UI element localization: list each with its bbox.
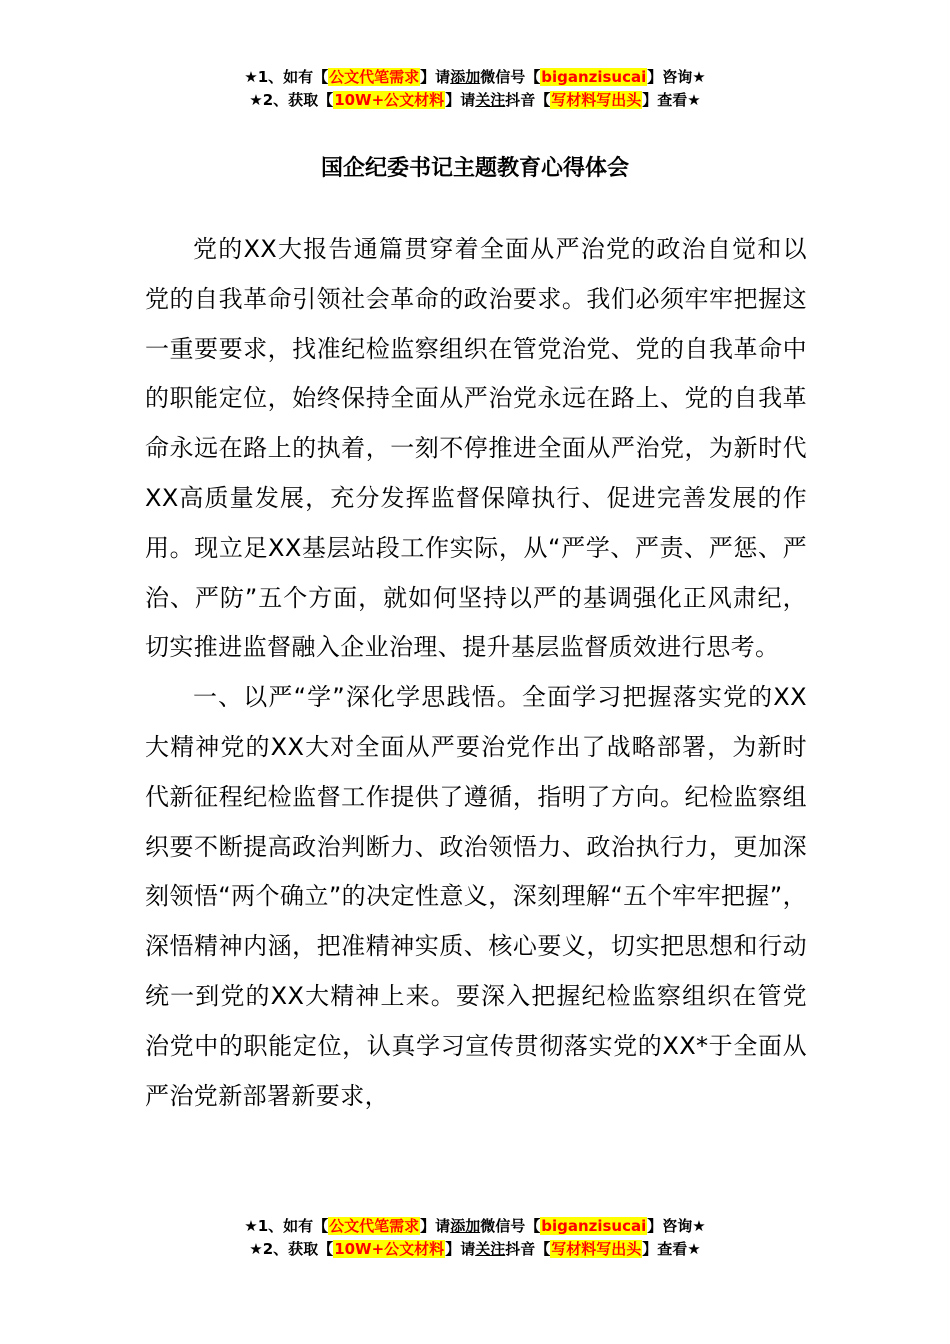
banner-text: ★1、如有【 (244, 68, 329, 86)
footer-banner (0, 1215, 950, 1261)
banner-highlight: biganzisucai (541, 68, 647, 86)
banner-text: 】查看★ (642, 91, 701, 109)
document-body (145, 225, 807, 1121)
banner-text: 抖音【 (505, 91, 551, 109)
banner-highlight: 公文代笔需求 (329, 68, 420, 86)
banner-emphasis: 添加 (450, 68, 481, 86)
banner-text: ★2、获取【 (249, 91, 334, 109)
banner-highlight: 10W+公文材料 (334, 91, 445, 109)
banner-line-1 (0, 1215, 950, 1238)
banner-highlight: 写材料写出头 (551, 91, 642, 109)
banner-text: 抖音【 (505, 1240, 551, 1258)
banner-text: ★1、如有【 (244, 1217, 329, 1235)
banner-highlight: 写材料写出头 (551, 1240, 642, 1258)
banner-emphasis: 关注 (475, 91, 506, 109)
banner-highlight: biganzisucai (541, 1217, 647, 1235)
banner-text: 】请 (445, 1240, 476, 1258)
banner-line-1 (0, 66, 950, 89)
banner-text: 】请 (420, 1217, 451, 1235)
banner-highlight: 10W+公文材料 (334, 1240, 445, 1258)
banner-text: 】咨询★ (647, 1217, 706, 1235)
body-paragraph: 一、以严“学”深化学思践悟。全面学习把握落实党的XX大精神党的XX大对全面从严要治党作出了战略部署，为新时代新征程纪检监督工作提供了遵循，指明了方向。纪检监察组织要不断提高政治判断力、政治领悟力、政治执行力，更加深刻领悟“两个确立”的决定性意义，深刻理解“五个牢牢把握”，深悟精神内涵，把准精神实质、核心要义，切实把思想和行动统一到党的XX大精神上来。要深入把握纪检监察组织在管党治党中的职能定位，认真学习宣传贯彻落实党的XX*于全面从严治党新部署新要求， (145, 683, 807, 1110)
banner-line-2 (0, 1238, 950, 1261)
banner-text: ★2、获取【 (249, 1240, 334, 1258)
banner-text: 】咨询★ (647, 68, 706, 86)
banner-line-2 (0, 89, 950, 112)
banner-text: 微信号【 (480, 68, 541, 86)
banner-emphasis: 关注 (475, 1240, 506, 1258)
banner-emphasis: 添加 (450, 1217, 481, 1235)
banner-text: 】请 (420, 68, 451, 86)
banner-text: 】查看★ (642, 1240, 701, 1258)
header-banner (0, 66, 950, 112)
banner-text: 】请 (445, 91, 476, 109)
banner-text: 微信号【 (480, 1217, 541, 1235)
document-title: 国企纪委书记主题教育心得体会 (320, 156, 629, 181)
banner-highlight: 公文代笔需求 (329, 1217, 420, 1235)
body-paragraph: 党的XX大报告通篇贯穿着全面从严治党的政治自觉和以党的自我革命引领社会革命的政治要求。我们必须牢牢把握这一重要要求，找准纪检监察组织在管党治党、党的自我革命中的职能定位，始终保持全面从严治党永远在路上、党的自我革命永远在路上的执着，一刻不停推进全面从严治党，为新时代XX高质量发展，充分发挥监督保障执行、促进完善发展的作用。现立足XX基层站段工作实际，从“严学、严责、严惩、严治、严防”五个方面，就如何坚持以严的基调强化正风肃纪，切实推进监督融入企业治理、提升基层监督质效进行思考。 (145, 235, 807, 662)
